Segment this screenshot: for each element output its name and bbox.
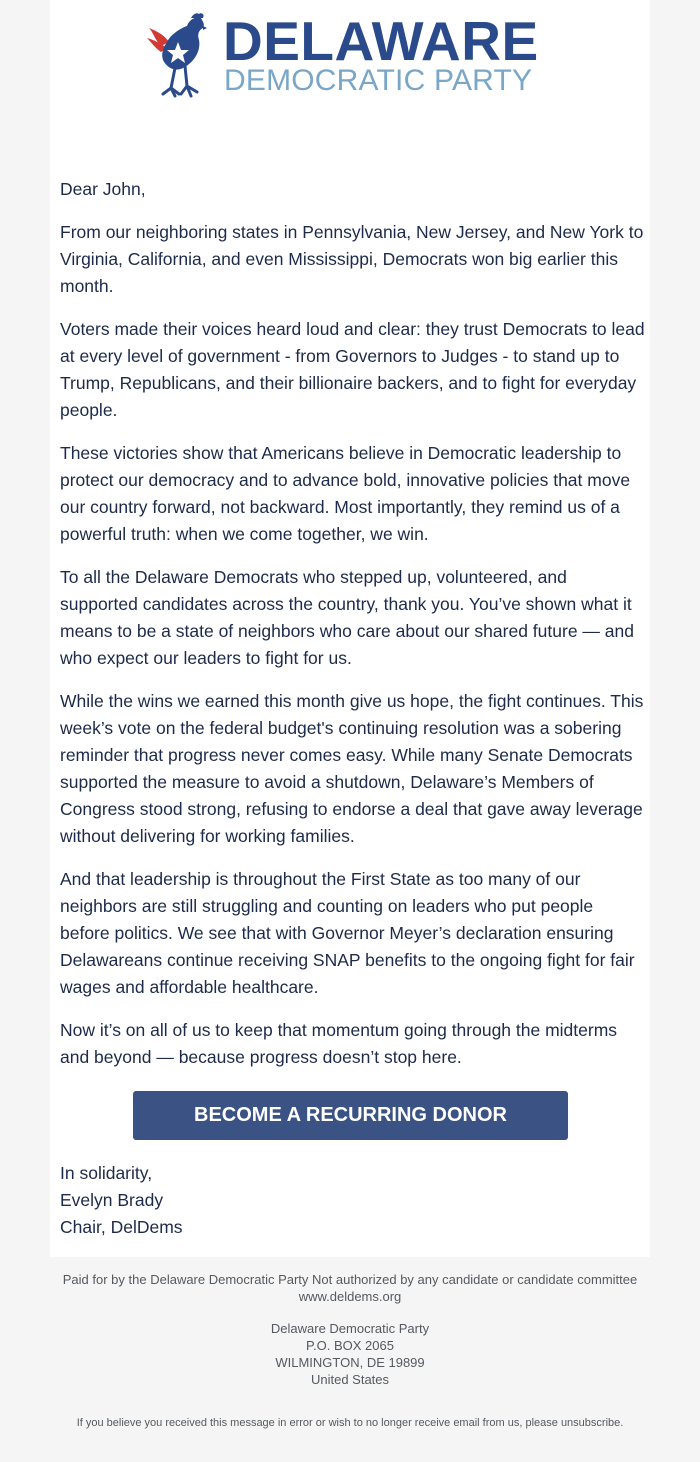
- mailing-address: [60, 1320, 640, 1388]
- rooster-star-icon: [145, 12, 207, 98]
- logo-subtitle: DEMOCRATIC PARTY: [224, 64, 533, 97]
- paragraph-7: Now it’s on all of us to keep that momentum going through the midterms and beyond — because progress doesn’t stop here.: [60, 1020, 618, 1067]
- paragraph-5: While the wins we earned this month give us hope, the fight continues. This week’s vote on the federal budget's continuing resolution was a sobering reminder that progress never comes easy. While many Senate Democrats supported the measure to avoid a shutdown, Delaware’s Members of Congress stood strong, refusing to endorse a deal that gave away leverage without delivering for working families.: [60, 691, 644, 846]
- paragraph-2: Voters made their voices heard loud and clear: they trust Democrats to lead at every level of government - from Governors to Judges - to stand up to Trump, Republicans, and their billionaire backers, and to fight for everyday people.: [60, 319, 645, 420]
- signoff-closing: In solidarity,: [60, 1163, 153, 1183]
- paragraph-1: From our neighboring states in Pennsylvania, New Jersey, and New York to Virginia, California, and even Mississippi, Democrats won big earlier this month.: [60, 222, 644, 296]
- paragraph-3: These victories show that Americans believe in Democratic leadership to protect our democracy and to advance bold, innovative policies that move our country forward, not backward. Most importantly, they remind us of a powerful truth: when we come together, we win.: [60, 443, 631, 544]
- recurring-donor-button[interactable]: BECOME A RECURRING DONOR: [133, 1091, 568, 1140]
- unsubscribe-link[interactable]: unsubscribe.: [560, 1417, 624, 1429]
- party-logo[interactable]: [145, 12, 565, 100]
- address-city: WILMINGTON, DE 19899: [275, 1355, 425, 1370]
- signoff-title: Chair, DelDems: [60, 1217, 183, 1237]
- unsubscribe-text: If you believe you received this message in error or wish to no longer receive email from us, please: [76, 1417, 558, 1429]
- paragraph-4: To all the Delaware Democrats who stepped up, volunteered, and supported candidates across the country, thank you. You’ve shown what it means to be a state of neighbors who care about our shared future — and who expect our leaders to fight for us.: [60, 567, 634, 668]
- greeting: Dear John,: [60, 179, 146, 199]
- address-org: Delaware Democratic Party: [270, 1321, 430, 1336]
- logo-title: DELAWARE: [223, 10, 539, 72]
- paragraph-6: And that leadership is throughout the First State as too many of our neighbors are still struggling and counting on leaders who put people before politics. We see that with Governor Meyer’s declaration ensuring Delawareans continue receiving SNAP benefits to the ongoing fight for fair wages and affordable healthcare.: [60, 869, 635, 997]
- email-body: [60, 176, 645, 1087]
- unsubscribe-notice: [60, 1416, 640, 1430]
- signoff: [60, 1160, 183, 1241]
- paid-for-disclaimer: Paid for by the Delaware Democratic Party Not authorized by any candidate or candidate committee www.deldems.org: [62, 1272, 638, 1304]
- address-po-box: P.O. BOX 2065: [306, 1338, 394, 1353]
- signoff-name: Evelyn Brady: [60, 1190, 164, 1210]
- email-card: [50, 0, 650, 1257]
- address-country: United States: [310, 1372, 390, 1387]
